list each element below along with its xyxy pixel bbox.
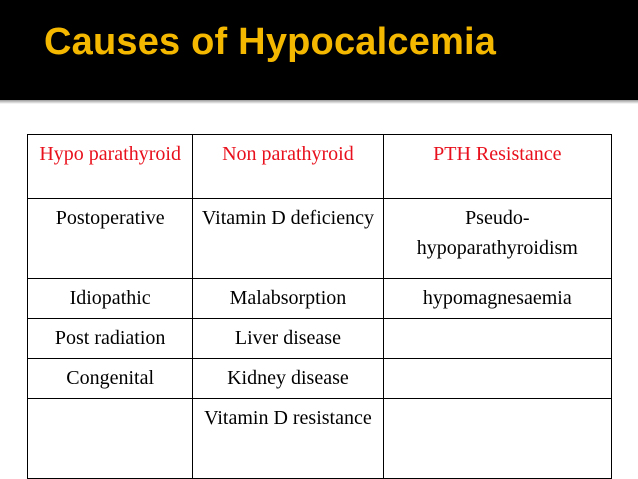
causes-table xyxy=(27,134,612,479)
table-cell xyxy=(383,319,611,359)
header-pth-resistance: PTH Resistance xyxy=(383,135,611,199)
title-bar xyxy=(0,0,638,100)
table-cell: Kidney disease xyxy=(193,359,383,399)
table-cell: Pseudo-hypoparathyroidism xyxy=(383,199,611,279)
header-non-parathyroid: Non parathyroid xyxy=(193,135,383,199)
table-row xyxy=(28,199,612,279)
table-cell: hypomagnesaemia xyxy=(383,279,611,319)
table-row xyxy=(28,399,612,479)
header-hypoparathyroid: Hypo parathyroid xyxy=(28,135,193,199)
table-cell: Vitamin D deficiency xyxy=(193,199,383,279)
table-cell: Post radiation xyxy=(28,319,193,359)
table-header-row xyxy=(28,135,612,199)
table-cell xyxy=(28,399,193,479)
table-cell: Congenital xyxy=(28,359,193,399)
table-cell: Malabsorption xyxy=(193,279,383,319)
table-cell xyxy=(383,399,611,479)
table-cell: Vitamin D resistance xyxy=(193,399,383,479)
slide-title: Causes of Hypocalcemia xyxy=(44,21,497,63)
table-cell: Idiopathic xyxy=(28,279,193,319)
title-bar-shadow xyxy=(0,100,638,104)
table-cell: Postoperative xyxy=(28,199,193,279)
table-row xyxy=(28,279,612,319)
table-cell: Liver disease xyxy=(193,319,383,359)
table-row xyxy=(28,319,612,359)
table-row xyxy=(28,359,612,399)
table-cell xyxy=(383,359,611,399)
